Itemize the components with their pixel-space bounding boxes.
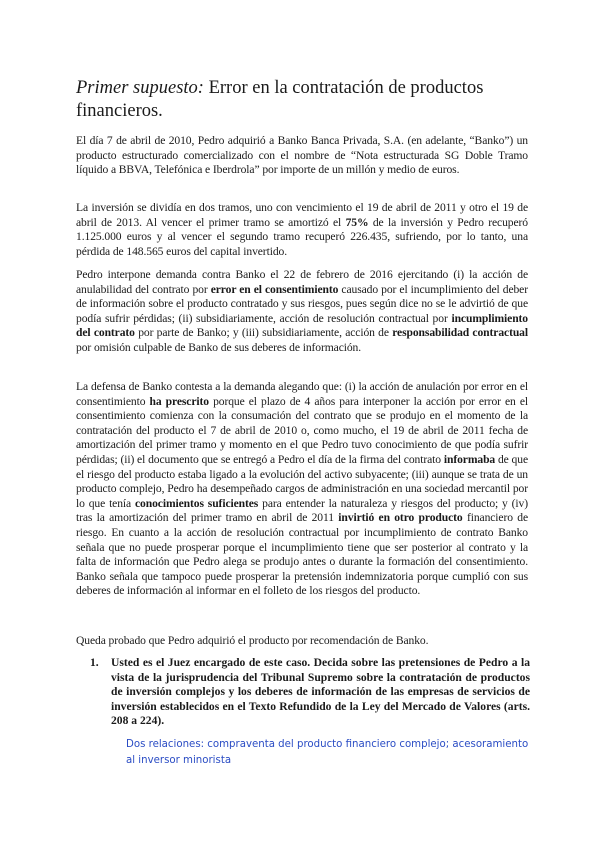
- case-heading-lead: Primer supuesto:: [76, 78, 204, 98]
- paragraph-purchase-text: El día 7 de abril de 2010, Pedro adquirió a Banko Banca Privada, S.A. (en adelante, “Banko”) un producto estructurado comercializado con el nombre de “Nota estructurada SG Doble Tramo líquido a BBVA, Telefónica e Iberdrola” por importe de un millón y medio de euros.: [76, 134, 528, 177]
- proven-fact-text: Queda probado que Pedro adquirió el producto por recomendación de Banko.: [76, 634, 429, 647]
- question-item: [90, 656, 530, 729]
- question-number: 1.: [90, 656, 99, 669]
- lawsuit-text-g: por omisión culpable de Banko de sus deberes de información.: [76, 340, 362, 354]
- lawsuit-bold-error: error en el consentimiento: [210, 282, 339, 296]
- defense-text-g: para entender la naturaleza y riesgos del producto; y (iv) tras la amortización del primer tramo en abril de 2011: [76, 496, 528, 525]
- defense-text-c: porque el plazo de 4 años para interponer la acción por error en el consentimiento comienza con la consumación del contrato que se produjo en el momento de la contratación del producto el 7 de abril de 2010 o, como mucho, el 19 de abril de 2011 fecha de amortización del primer tramo y momento en el que Pedro tuvo conocimiento de que podía sufrir pérdidas; (ii) el documento que se entregó a Pedro el día de la firma del contrato: [76, 394, 528, 466]
- case-heading: [76, 77, 532, 123]
- tranches-text-c: de la inversión y Pedro recuperó 1.125.000 euros y al vencer el segundo tramo recuperó 226.435, sufriendo, por lo tanto, una pérdida de 148.565 euros del capital invertido.: [76, 215, 528, 258]
- tranches-text-a: La inversión se dividía en dos tramos, uno con vencimiento el 19 de abril de 2011 y otro el 19 de abril de 2013. Al vencer el primer tramo se amortizó el: [76, 201, 528, 229]
- lawsuit-text-e: por parte de Banko; y (iii) subsidiariamente, acción de: [134, 326, 393, 340]
- tranches-percent: 75%: [345, 215, 369, 229]
- paragraph-lawsuit: [76, 268, 528, 356]
- case-heading-title: Error en la contratación de productos financieros.: [76, 78, 484, 121]
- defense-text-e: de que el riesgo del producto estaba ligado a la evolución del activo subyacente; (iii) aunque se trata de un producto complejo, Pedro ha desempeñado cargos de administración en una sociedad mercantil por lo que tenía: [76, 452, 528, 510]
- question-text: Usted es el Juez encargado de este caso. Decida sobre las pretensiones de Pedro a la vista de la jurisprudencia del Tribunal Supremo sobre la contratación de productos de inversión complejos y los deberes de información de las empresas de servicios de inversión establecidos en el Texto Refundido de la Ley del Mercado de Valores (arts. 208 a 224).: [111, 656, 530, 728]
- defense-bold-informed: informaba: [443, 452, 496, 466]
- paragraph-proven-fact: [76, 634, 528, 649]
- lawsuit-bold-breach: incumplimiento del contrato: [76, 311, 528, 340]
- defense-bold-knowledge: conocimientos suficientes: [135, 496, 259, 510]
- paragraph-investment-tranches: [76, 201, 528, 259]
- answer-note-text: Dos relaciones: compraventa del producto financiero complejo; acesoramiento al inversor minorista: [126, 739, 529, 766]
- lawsuit-bold-liability: responsabilidad contractual: [392, 326, 528, 340]
- paragraph-purchase: [76, 134, 528, 178]
- defense-bold-prescribed: ha prescrito: [149, 394, 209, 408]
- defense-text-a: La defensa de Banko contesta a la demanda alegando que: (i) la acción de anulación por error en el consentimiento: [76, 380, 528, 408]
- defense-bold-reinvested: invirtió en otro producto: [338, 511, 463, 525]
- answer-note: [126, 737, 536, 768]
- lawsuit-text-a: Pedro interpone demanda contra Banko el 22 de febrero de 2016 ejercitando (i) la acción de anulabilidad del contrato por: [76, 268, 528, 296]
- lawsuit-text-c: causado por el incumplimiento del deber de información sobre el producto contratado y sus riesgos, pues según dice no se le advirtió de que podía sufrir pérdidas; (ii) subsidiariamente, acción de resolución contractual por: [76, 282, 528, 325]
- paragraph-defense: [76, 380, 528, 599]
- defense-text-i: financiero de riesgo. En cuanto a la acción de resolución contractual por incumplimiento de contrato Banko señala que no puede prosperar porque el incumplimiento tiene que ser posterior al contrato y la falta de información que Pedro alega se produjo antes o durante la formación del consentimiento. Banko señala que tampoco puede prosperar la pretensión indemnizatoria porque cumplió con sus deberes de información al informar en el folleto de los riesgos del producto.: [76, 511, 528, 598]
